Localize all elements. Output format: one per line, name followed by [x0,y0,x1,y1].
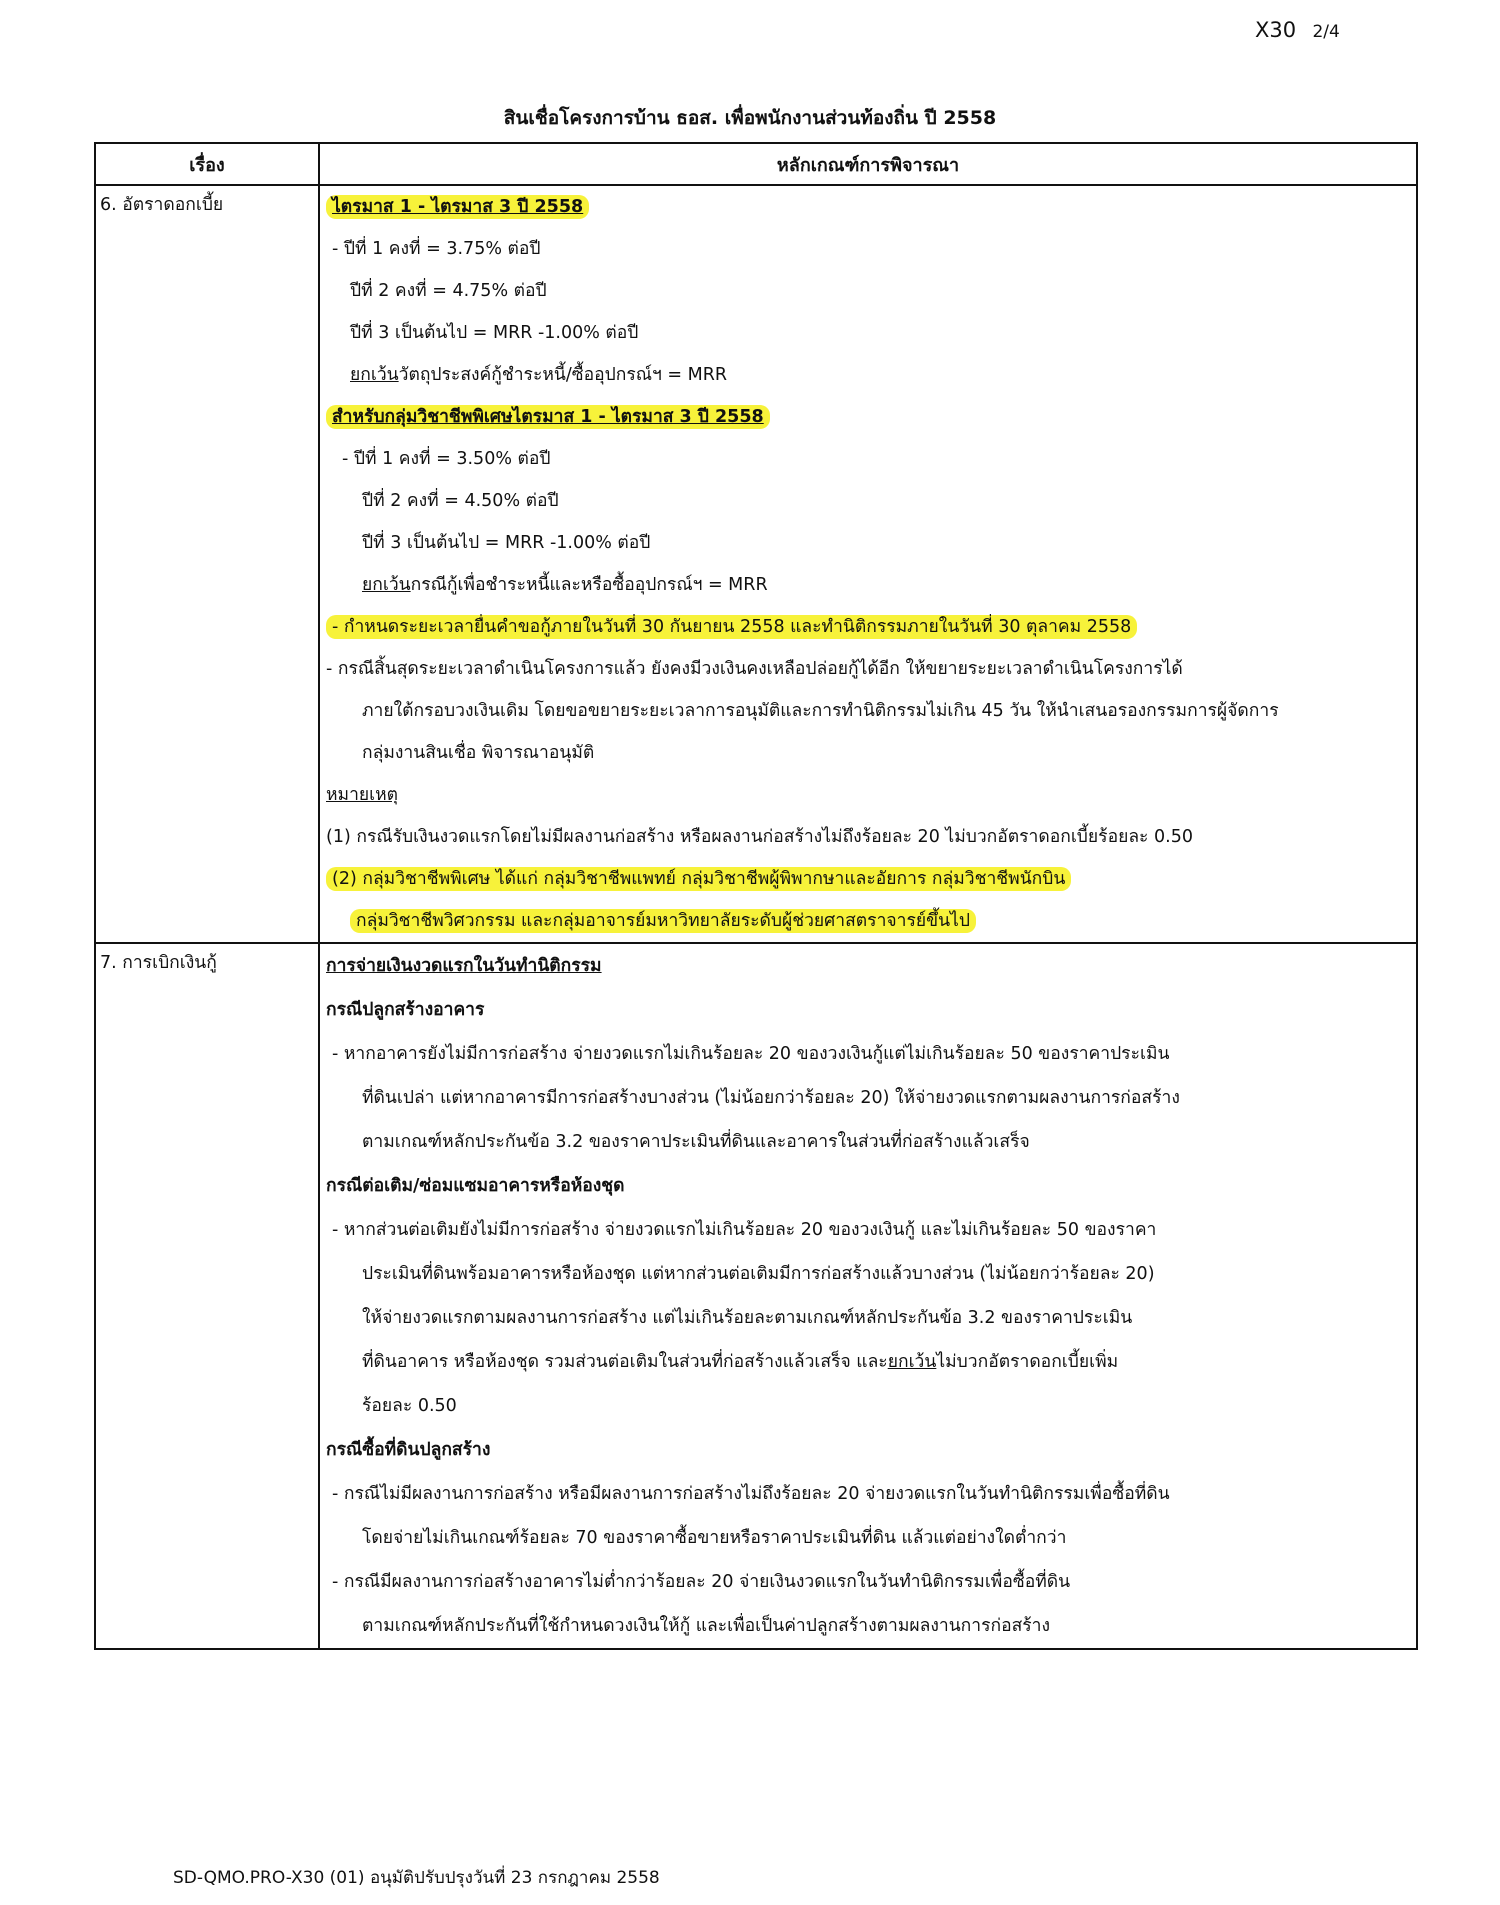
text-line [326,396,1416,438]
highlighted-heading: ไตรมาส 1 - ไตรมาส 3 ปี 2558 [326,195,589,219]
text-line: ปีที่ 2 คงที่ = 4.50% ต่อปี [362,491,559,511]
text-line: กรณีซื้อที่ดินปลูกสร้าง [326,1440,491,1460]
topic-cell [95,185,319,943]
text-line: - กรณีไม่มีผลงานการก่อสร้าง หรือมีผลงานการก่อสร้างไม่ถึงร้อยละ 20 จ่ายงวดแรกในวันทำนิติกรรมเพื่อซื้อที่ดิน [332,1484,1170,1504]
text-line: ตามเกณฑ์หลักประกันข้อ 3.2 ของราคาประเมินที่ดินและอาคารในส่วนที่ก่อสร้างแล้วเสร็จ [362,1132,1030,1152]
topic-label: 7. การเบิกเงินกู้ [100,953,217,973]
page-code [1255,18,1340,42]
table-header-row [95,143,1417,185]
text-line: - กรณีสิ้นสุดระยะเวลาดำเนินโครงการแล้ว ยังคงมีวงเงินคงเหลือปล่อยกู้ได้อีก ให้ขยายระยะเวลาดำเนินโครงการได้ [326,659,1183,679]
text-line: ปีที่ 2 คงที่ = 4.75% ต่อปี [350,281,547,301]
text-line [326,354,1416,396]
table-row [95,943,1417,1649]
text-line: ที่ดินเปล่า แต่หากอาคารมีการก่อสร้างบางส่วน (ไม่น้อยกว่าร้อยละ 20) ให้จ่ายงวดแรกตามผลงานการก่อสร้าง [362,1088,1180,1108]
header-criteria: หลักเกณฑ์การพิจารณา [319,143,1417,185]
text-span: กรณีกู้เพื่อชำระหนี้และหรือซื้ออุปกรณ์ฯ = MRR [410,575,768,595]
text-line: ปีที่ 3 เป็นต้นไป = MRR -1.00% ต่อปี [362,533,651,553]
text-line: ร้อยละ 0.50 [362,1396,457,1416]
highlighted-heading: สำหรับกลุ่มวิชาชีพพิเศษไตรมาส 1 - ไตรมาส 3 ปี 2558 [326,405,770,429]
text-line: ให้จ่ายงวดแรกตามผลงานการก่อสร้าง แต่ไม่เกินร้อยละตามเกณฑ์หลักประกันข้อ 3.2 ของราคาประเมิน [362,1308,1133,1328]
criteria-cell [319,185,1417,943]
highlighted-text: (2) กลุ่มวิชาชีพพิเศษ ได้แก่ กลุ่มวิชาชีพแพทย์ กลุ่มวิชาชีพผู้พิพากษาและอัยการ กลุ่มวิชาชีพนักบิน [326,867,1071,891]
underlined-word: ยกเว้น [350,365,399,385]
text-line: ประเมินที่ดินพร้อมอาคารหรือห้องชุด แต่หากส่วนต่อเติมมีการก่อสร้างแล้วบางส่วน (ไม่น้อยกว่าร้อยละ 20) [362,1264,1155,1284]
text-span: ที่ดินอาคาร หรือห้องชุด รวมส่วนต่อเติมในส่วนที่ก่อสร้างแล้วเสร็จ และ [362,1352,888,1372]
header-topic: เรื่อง [95,143,319,185]
text-line: ภายใต้กรอบวงเงินเดิม โดยขอขยายระยะเวลาการอนุมัติและการทำนิติกรรมไม่เกิน 45 วัน ให้นำเสนอรองกรรมการผู้จัดการ [362,701,1279,721]
text-line: (1) กรณีรับเงินงวดแรกโดยไม่มีผลงานก่อสร้าง หรือผลงานก่อสร้างไม่ถึงร้อยละ 20 ไม่บวกอัตราดอกเบี้ยร้อยละ 0.50 [326,827,1193,847]
text-line: โดยจ่ายไม่เกินเกณฑ์ร้อยละ 70 ของราคาซื้อขายหรือราคาประเมินที่ดิน แล้วแต่อย่างใดต่ำกว่า [362,1528,1067,1548]
table-row [95,185,1417,943]
text-line [326,900,1416,942]
underlined-word: ยกเว้น [887,1352,937,1372]
topic-label: 6. อัตราดอกเบี้ย [100,195,224,215]
highlighted-text: กลุ่มวิชาชีพวิศวกรรม และกลุ่มอาจารย์มหาวิทยาลัยระดับผู้ช่วยศาสตราจารย์ขึ้นไป [350,909,976,933]
text-line: - หากอาคารยังไม่มีการก่อสร้าง จ่ายงวดแรกไม่เกินร้อยละ 20 ของวงเงินกู้แต่ไม่เกินร้อยละ 50 ของราคาประเมิน [332,1044,1170,1064]
criteria-table [94,142,1418,1650]
footer-approval-note: SD-QMO.PRO-X30 (01) อนุมัติปรับปรุงวันที่ 23 กรกฎาคม 2558 [173,1868,660,1888]
text-line: กรณีปลูกสร้างอาคาร [326,1000,485,1020]
text-line: กลุ่มงานสินเชื่อ พิจารณาอนุมัติ [362,743,595,763]
text-line: กรณีต่อเติม/ซ่อมแซมอาคารหรือห้องชุด [326,1176,625,1196]
text-line [326,564,1416,606]
topic-cell [95,943,319,1649]
text-span: วัตถุประสงค์กู้ชำระหนี้/ซื้ออุปกรณ์ฯ = MRR [398,365,728,385]
text-line: - ปีที่ 1 คงที่ = 3.75% ต่อปี [332,239,541,259]
text-line [326,606,1416,648]
highlighted-text: - กำหนดระยะเวลายื่นคำขอกู้ภายในวันที่ 30 กันยายน 2558 และทำนิติกรรมภายในวันที่ 30 ตุลาคม 2558 [326,615,1137,639]
document-title: สินเชื่อโครงการบ้าน ธอส. เพื่อพนักงานส่วนท้องถิ่น ปี 2558 [503,107,997,129]
text-line: - หากส่วนต่อเติมยังไม่มีการก่อสร้าง จ่ายงวดแรกไม่เกินร้อยละ 20 ของวงเงินกู้ และไม่เกินร้อยละ 50 ของราคา [332,1220,1157,1240]
note-heading: หมายเหตุ [326,785,399,805]
text-line [326,858,1416,900]
text-line: ตามเกณฑ์หลักประกันที่ใช้กำหนดวงเงินให้กู้ และเพื่อเป็นค่าปลูกสร้างตามผลงานการก่อสร้าง [362,1616,1051,1636]
text-line [326,186,1416,228]
page-number: 2/4 [1312,22,1340,42]
text-span: ไม่บวกอัตราดอกเบี้ยเพิ่ม [936,1352,1119,1372]
text-line: ปีที่ 3 เป็นต้นไป = MRR -1.00% ต่อปี [350,323,639,343]
text-line [326,774,1416,816]
underlined-word: ยกเว้น [362,575,411,595]
text-line: - กรณีมีผลงานการก่อสร้างอาคารไม่ต่ำกว่าร้อยละ 20 จ่ายเงินงวดแรกในวันทำนิติกรรมเพื่อซื้อที่ดิน [332,1572,1071,1592]
criteria-cell [319,943,1417,1649]
document-code: X30 [1255,18,1297,42]
text-line [326,1340,1416,1384]
text-line: การจ่ายเงินงวดแรกในวันทำนิติกรรม [326,956,602,976]
text-line: - ปีที่ 1 คงที่ = 3.50% ต่อปี [342,449,551,469]
